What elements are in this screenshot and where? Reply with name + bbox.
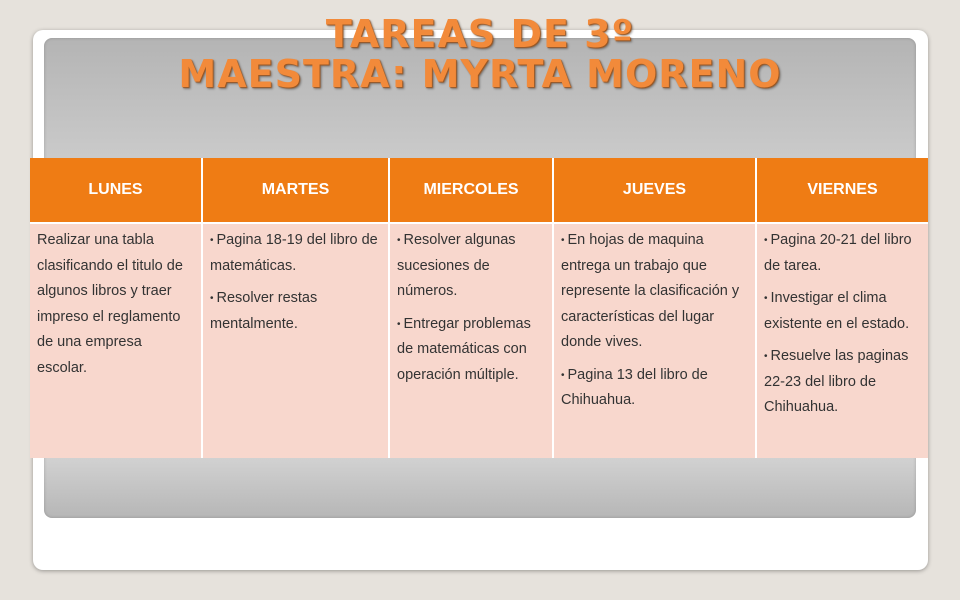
cell-miercoles — [389, 223, 553, 458]
jueves-task-list — [561, 228, 749, 414]
martes-task-list — [210, 228, 382, 337]
miercoles-task-list — [397, 228, 546, 388]
list-item: • Pagina 20-21 del libro de tarea. — [764, 228, 922, 279]
title-line-1: TAREAS DE 3º — [325, 12, 635, 56]
list-item: • Investigar el clima existente en el estado. — [764, 286, 922, 337]
cell-martes — [202, 223, 389, 458]
viernes-task-list — [764, 228, 922, 421]
header-miercoles: MIERCOLES — [389, 158, 553, 223]
header-viernes: VIERNES — [756, 158, 928, 223]
cell-jueves — [553, 223, 756, 458]
header-martes: MARTES — [202, 158, 389, 223]
lunes-task: Realizar una tabla clasificando el titulo de algunos libros y traer impreso el reglamento de una empresa escolar. — [37, 232, 183, 376]
header-lunes: LUNES — [30, 158, 202, 223]
homework-table — [30, 158, 928, 458]
list-item: • Resuelve las paginas 22-23 del libro de Chihuahua. — [764, 344, 922, 421]
table-header-row — [30, 158, 928, 223]
title-line-2: MAESTRA: MYRTA MORENO — [178, 52, 782, 96]
list-item: • Resolver algunas sucesiones de números. — [397, 228, 546, 305]
list-item: • Pagina 18-19 del libro de matemáticas. — [210, 228, 382, 279]
list-item: • Entregar problemas de matemáticas con operación múltiple. — [397, 312, 546, 389]
cell-viernes — [756, 223, 928, 458]
list-item: • Pagina 13 del libro de Chihuahua. — [561, 363, 749, 414]
page-title — [0, 14, 960, 94]
list-item: • En hojas de maquina entrega un trabajo que represente la clasificación y características del lugar donde vives. — [561, 228, 749, 356]
header-jueves: JUEVES — [553, 158, 756, 223]
list-item: • Resolver restas mentalmente. — [210, 286, 382, 337]
table-row — [30, 223, 928, 458]
cell-lunes — [30, 223, 202, 458]
